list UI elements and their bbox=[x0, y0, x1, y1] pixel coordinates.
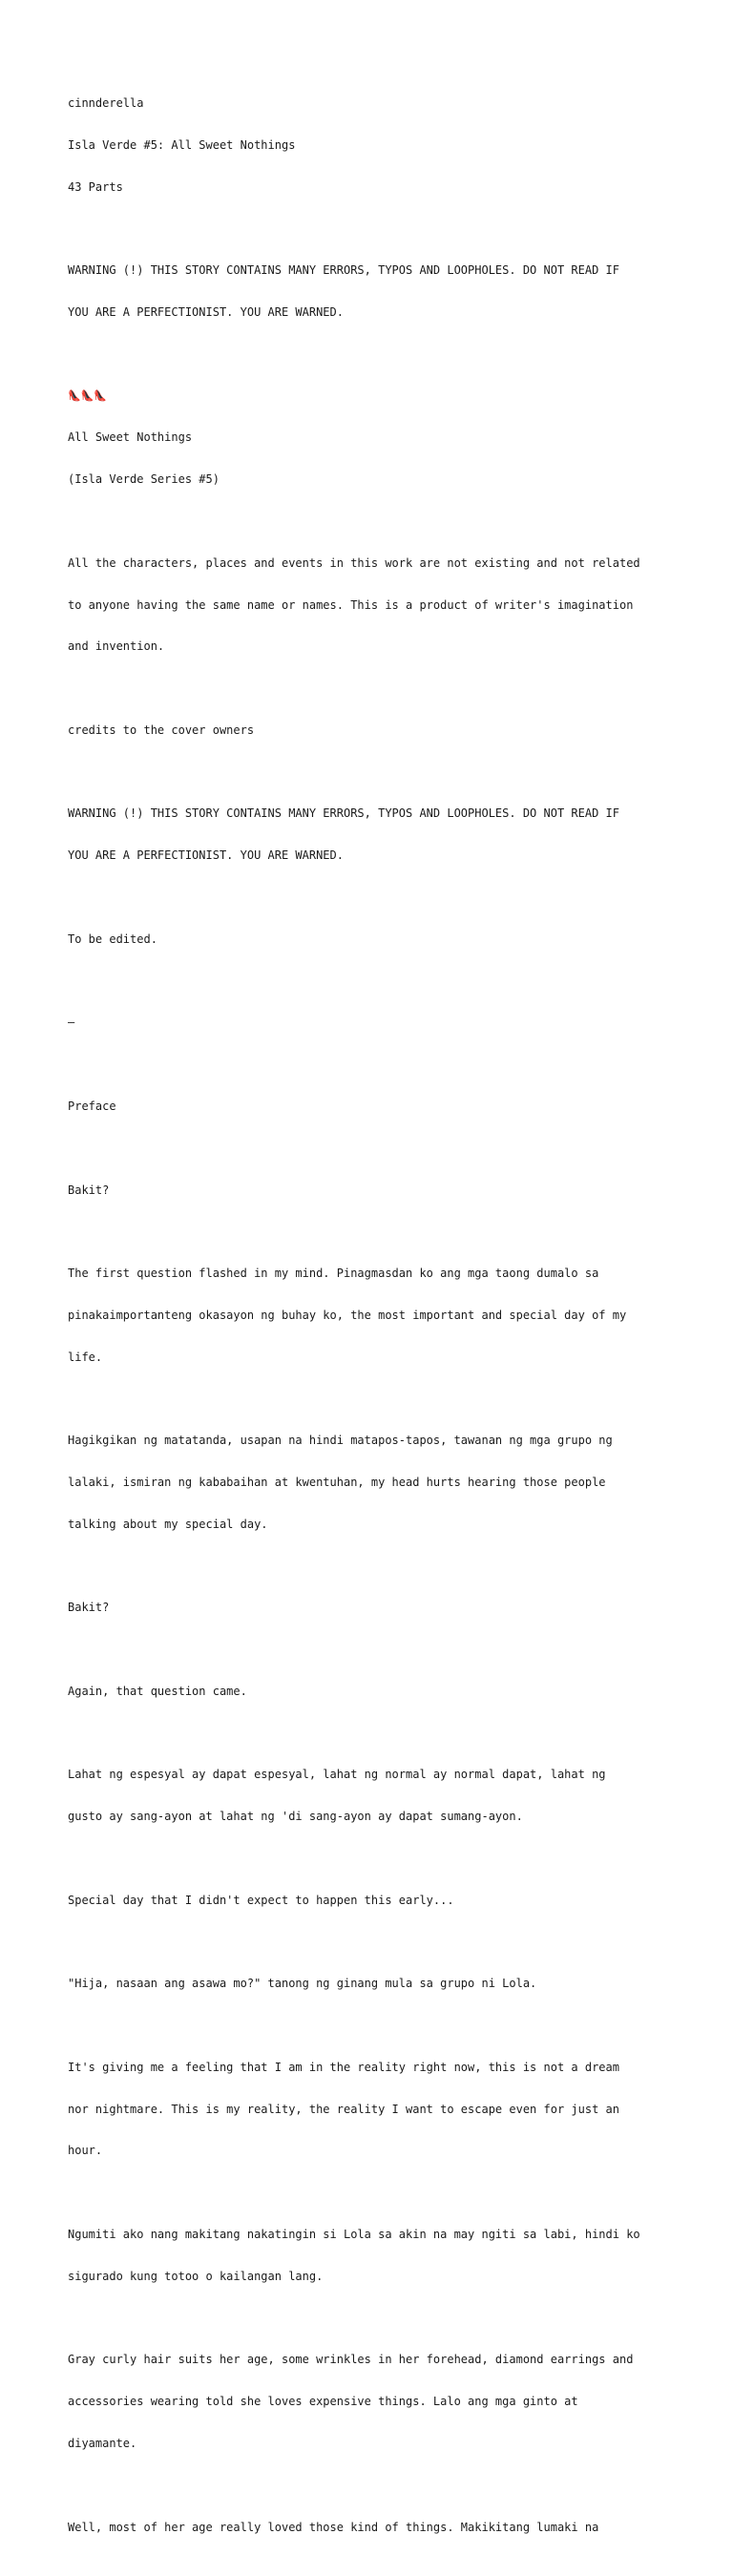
paragraph bbox=[68, 1866, 679, 1936]
paragraph bbox=[68, 1155, 679, 1225]
paragraph-line: "Hija, nasaan ang asawa mo?" tanong ng ginang mula sa grupo ni Lola. bbox=[68, 1977, 537, 1991]
paragraph bbox=[68, 1949, 679, 2019]
series-name: (Isla Verde Series #5) bbox=[68, 472, 220, 487]
paragraph-line: Again, that question came. bbox=[68, 1684, 247, 1698]
high-heel-icon: 👠👠👠 bbox=[68, 388, 108, 402]
separator bbox=[68, 988, 679, 1058]
paragraph-line: Special day that I didn't expect to happen this early... bbox=[68, 1893, 454, 1907]
preface-body bbox=[68, 1155, 679, 2562]
warning-notice bbox=[68, 236, 679, 347]
warning-line: YOU ARE A PERFECTIONIST. YOU ARE WARNED. bbox=[68, 848, 344, 863]
warning-line: WARNING (!) THIS STORY CONTAINS MANY ERRORS, TYPOS AND LOOPHOLES. DO NOT READ IF bbox=[68, 263, 619, 278]
paragraph bbox=[68, 1657, 679, 1727]
paragraph-line: hour. bbox=[68, 2144, 103, 2158]
paragraph-line: lalaki, ismiran ng kababaihan at kwentuhan, my head hurts hearing those people bbox=[68, 1475, 606, 1489]
story-title: Isla Verde #5: All Sweet Nothings bbox=[68, 137, 296, 152]
warning-notice-repeat bbox=[68, 779, 679, 890]
disclaimer-line: and invention. bbox=[68, 639, 165, 654]
story-header bbox=[68, 69, 679, 222]
paragraph-line: talking about my special day. bbox=[68, 1517, 268, 1531]
disclaimer bbox=[68, 529, 679, 682]
paragraph bbox=[68, 1239, 679, 1393]
separator-dash: — bbox=[68, 1016, 75, 1030]
title-block bbox=[68, 361, 679, 514]
paragraph bbox=[68, 1406, 679, 1560]
paragraph-line: Bakit? bbox=[68, 1183, 110, 1197]
paragraph-line: Gray curly hair suits her age, some wrinkles in her forehead, diamond earrings and bbox=[68, 2353, 634, 2367]
paragraph-line: Lahat ng espesyal ay dapat espesyal, lahat ng normal ay normal dapat, lahat ng bbox=[68, 1768, 606, 1782]
paragraph-line: life. bbox=[68, 1350, 103, 1364]
paragraph-line: diyamante. bbox=[68, 2436, 137, 2450]
paragraph bbox=[68, 1573, 679, 1643]
warning-line: YOU ARE A PERFECTIONIST. YOU ARE WARNED. bbox=[68, 305, 344, 320]
paragraph-line: accessories wearing told she loves expensive things. Lalo ang mga ginto at bbox=[68, 2395, 578, 2409]
paragraph bbox=[68, 1740, 679, 1852]
paragraph bbox=[68, 2033, 679, 2187]
preface-heading: Preface bbox=[68, 1099, 116, 1113]
parts-count: 43 Parts bbox=[68, 179, 123, 194]
author-name: cinnderella bbox=[68, 96, 144, 111]
paragraph-line: sigurado kung totoo o kailangan lang. bbox=[68, 2269, 324, 2283]
paragraph bbox=[68, 2325, 679, 2479]
book-title: All Sweet Nothings bbox=[68, 430, 193, 445]
warning-line: WARNING (!) THIS STORY CONTAINS MANY ERRORS, TYPOS AND LOOPHOLES. DO NOT READ IF bbox=[68, 806, 619, 821]
edit-note-line: To be edited. bbox=[68, 932, 157, 946]
paragraph-line: Bakit? bbox=[68, 1601, 110, 1615]
paragraph-line: pinakaimportanteng okasayon ng buhay ko, the most important and special day of my bbox=[68, 1308, 627, 1322]
paragraph-line: The first question flashed in my mind. Pinagmasdan ko ang mga taong dumalo sa bbox=[68, 1267, 599, 1281]
paragraph bbox=[68, 2200, 679, 2312]
paragraph-line: Well, most of her age really loved those kind of things. Makikitang lumaki na bbox=[68, 2520, 599, 2534]
credits bbox=[68, 696, 679, 765]
disclaimer-line: to anyone having the same name or names. This is a product of writer's imagination bbox=[68, 597, 634, 612]
paragraph bbox=[68, 2492, 679, 2562]
paragraph-line: It's giving me a feeling that I am in the reality right now, this is not a dream bbox=[68, 2060, 619, 2074]
credits-line: credits to the cover owners bbox=[68, 723, 255, 737]
disclaimer-line: All the characters, places and events in this work are not existing and not related bbox=[68, 555, 640, 570]
paragraph-line: Ngumiti ako nang makitang nakatingin si Lola sa akin na may ngiti sa labi, hindi ko bbox=[68, 2228, 640, 2242]
section-heading bbox=[68, 1072, 679, 1141]
paragraph-line: Hagikgikan ng matatanda, usapan na hindi matapos-tapos, tawanan ng mga grupo ng bbox=[68, 1434, 613, 1448]
edit-note bbox=[68, 905, 679, 974]
paragraph-line: nor nightmare. This is my reality, the reality I want to escape even for just an bbox=[68, 2102, 619, 2116]
document-page bbox=[68, 69, 679, 2576]
paragraph-line: gusto ay sang-ayon at lahat ng 'di sang-ayon ay dapat sumang-ayon. bbox=[68, 1810, 523, 1824]
